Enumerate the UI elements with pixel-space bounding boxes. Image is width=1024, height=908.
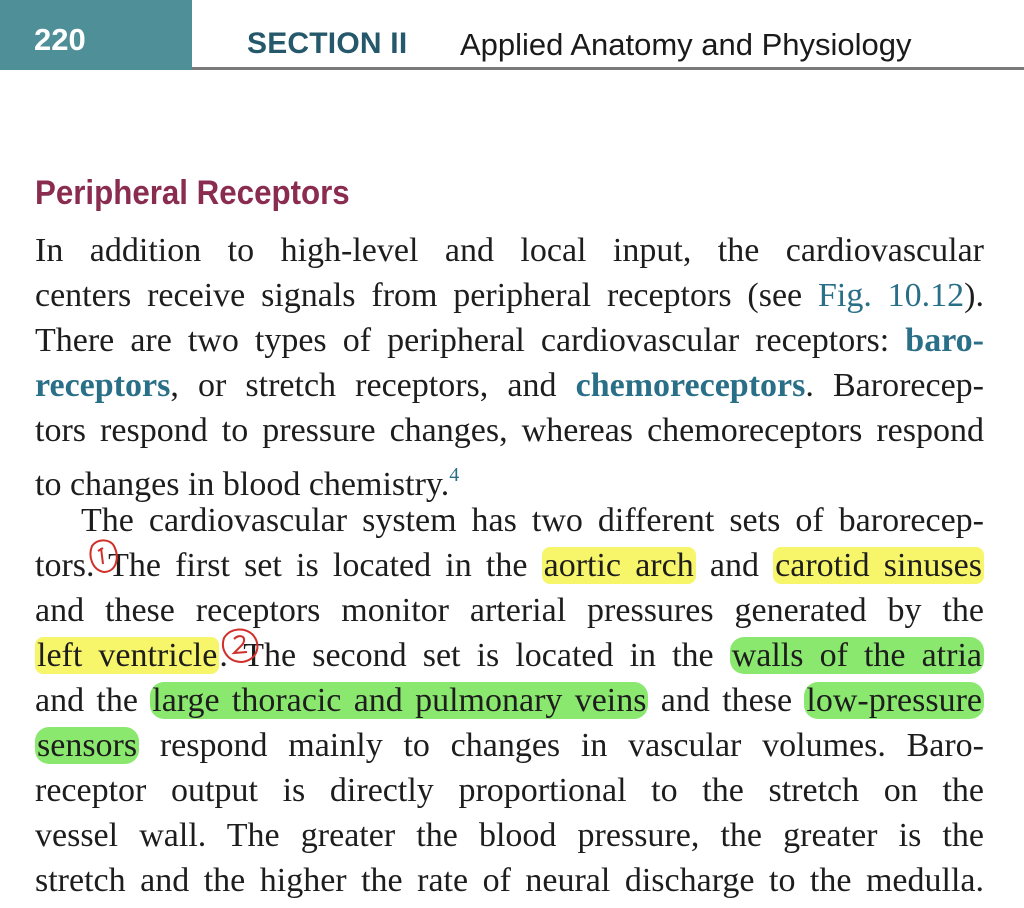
paragraph-2-line-3: and these receptors monitor arterial pressures generated by the (35, 592, 984, 629)
paragraph-1-line-5: tors respond to pressure changes, whereas chemoreceptors respond (35, 412, 984, 449)
paragraph-2-line-6: sensors respond mainly to changes in vascular volumes. Baro- (37, 727, 984, 764)
paragraph-1-line-6: to changes in blood chemistry.$^4$ (35, 464, 460, 503)
paragraph-2-line-1: The cardiovascular system has two different sets of barorecep- (81, 502, 984, 539)
page-number: 220 (0, 0, 192, 70)
handwritten-mark-2-icon (214, 624, 266, 668)
section-title: Applied Anatomy and Physiology (460, 27, 912, 62)
paragraph-2-line-7: receptor output is directly proportional to the stretch on the (35, 772, 984, 809)
paragraph-2-line-2: tors. The first set is located in the aortic arch and carotid sinuses (35, 547, 982, 584)
citation-superscript[interactable]: 4 (449, 464, 460, 486)
paragraph-2-line-5: and the large thoracic and pulmonary veins and these low-pressure (35, 682, 982, 719)
term-baroreceptors: baro- (905, 322, 984, 359)
figure-reference-link[interactable]: Fig. 10.12 (817, 277, 965, 314)
header-rule (192, 67, 1024, 70)
term-chemoreceptors: chemoreceptors (575, 367, 806, 404)
highlight-thoracic-pulmonary-veins: large thoracic and pulmonary veins (152, 682, 647, 719)
paragraph-1-line-2: centers receive signals from peripheral receptors (see Fig. 10.12). (35, 277, 984, 314)
paragraph-2-line-4: left ventricle. The second set is located in the walls of the atria (37, 637, 982, 674)
page-header (0, 0, 1024, 72)
highlight-carotid-sinuses: carotid sinuses (775, 547, 982, 584)
paragraph-1-line-3: There are two types of peripheral cardiovascular receptors: baro- (35, 322, 984, 359)
highlight-sensors: sensors (37, 727, 138, 764)
highlight-aortic-arch: aortic arch (543, 547, 694, 584)
paragraph-1-line-1: In addition to high-level and local input, the cardiovascular (35, 232, 984, 269)
section-label: SECTION II (247, 27, 408, 60)
highlight-walls-of-atria: walls of the atria (731, 637, 982, 674)
paragraph-2-line-9: stretch and the higher the rate of neural discharge to the medulla. (35, 862, 984, 899)
paragraph-1-line-4: receptors, or stretch receptors, and chemoreceptors. Barorecep- (35, 367, 985, 404)
paragraph-2-line-8: vessel wall. The greater the blood pressure, the greater is the (35, 817, 984, 854)
term-baroreceptors-cont: receptors (35, 367, 171, 404)
section-heading: Peripheral Receptors (35, 174, 350, 212)
handwritten-mark-1-icon (84, 534, 124, 578)
highlight-low-pressure: low-pressure (806, 682, 982, 719)
highlight-left-ventricle: left ventricle (37, 637, 218, 674)
